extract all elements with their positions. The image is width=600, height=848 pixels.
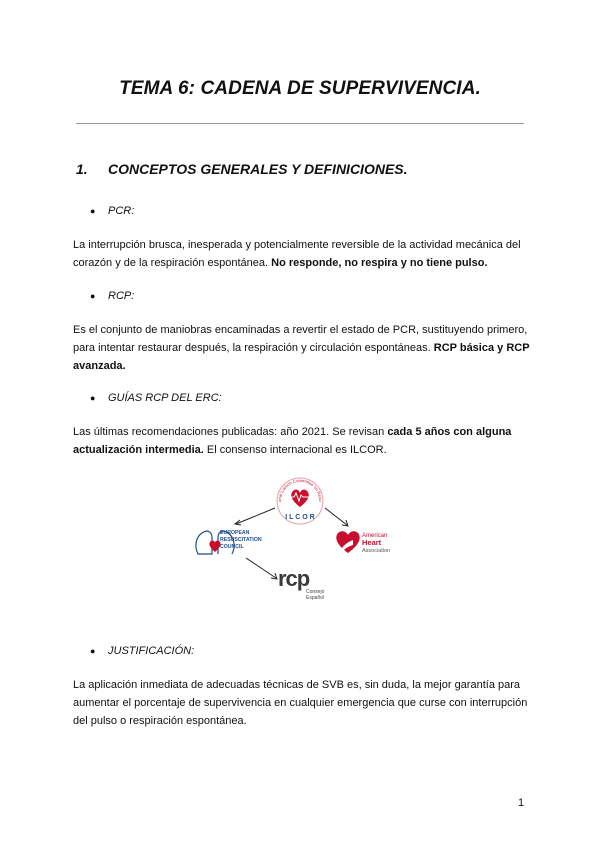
rcp-line2: Español <box>306 595 325 601</box>
bullet-dot-icon: ● <box>90 393 96 403</box>
rcp-line1: Consejo <box>306 589 325 595</box>
arrow-to-erc <box>236 508 275 524</box>
bullet-dot-icon: ● <box>90 646 96 656</box>
ilcor-label: I L C O R <box>285 514 315 521</box>
arrow-head-icon <box>271 573 277 579</box>
erc-line1: EUROPEAN <box>220 530 250 536</box>
title-divider <box>76 123 524 124</box>
erc-heart-icon <box>209 541 220 552</box>
pcr-heading: PCR: <box>108 205 135 217</box>
guias-bold-text: cada 5 años con alguna actualización intermedia. <box>73 426 512 456</box>
aha-line1: American <box>362 533 388 539</box>
aha-heart-icon <box>336 531 359 553</box>
bullet-pcr <box>90 205 134 217</box>
ilcor-ring-text: onal Liaison Committee on Resu <box>276 477 324 502</box>
pcr-paragraph <box>73 236 531 272</box>
pcr-text: La interrupción brusca, inesperada y potencialmente reversible de la actividad mecánica del corazón y de la respiración espontánea. <box>73 239 521 269</box>
arrow-to-rcp <box>246 558 276 578</box>
bullet-dot-icon: ● <box>90 206 96 216</box>
justificacion-text: La aplicación inmediata de adecuadas técnicas de SVB es, sin duda, la mejor garantía para aumentar el porcentaje de supervivencia en cualquier emergencia que curse con interrupción del pulso o respiración espontánea. <box>73 679 528 727</box>
justificacion-heading: JUSTIFICACIÓN: <box>108 645 195 657</box>
pcr-bold-text: No responde, no respira y no tiene pulso. <box>271 257 488 269</box>
bullet-guias <box>90 392 222 404</box>
rcp-text: Es el conjunto de maniobras encaminadas a revertir el estado de PCR, sustituyendo primero, para intentar restaurar después, la respiración y circulación espontáneas. <box>73 324 528 354</box>
guias-heading: GUÍAS RCP DEL ERC: <box>108 392 222 404</box>
aha-line2: Heart <box>362 538 382 547</box>
bullet-dot-icon: ● <box>90 291 96 301</box>
aha-logo <box>336 531 390 554</box>
section-title: CONCEPTOS GENERALES Y DEFINICIONES. <box>108 161 408 177</box>
erc-line2: RESUSCITATION <box>220 537 262 543</box>
rcp-logo-text: rcp <box>278 566 310 591</box>
section-number: 1. <box>76 161 88 177</box>
bullet-rcp <box>90 290 134 302</box>
arrow-to-aha <box>325 508 347 525</box>
section-heading <box>76 161 408 177</box>
guias-paragraph <box>73 423 531 459</box>
resuscitation-organizations-figure <box>190 474 410 604</box>
lungs-icon <box>196 531 212 554</box>
rcp-paragraph <box>73 321 531 375</box>
erc-line3: COUNCIL <box>220 544 244 550</box>
page-title: TEMA 6: CADENA DE SUPERVIVENCIA. <box>119 78 481 99</box>
rcp-logo <box>278 566 325 601</box>
ilcor-logo <box>190 474 323 524</box>
guias-text-a: Las últimas recomendaciones publicadas: año 2021. Se revisan <box>73 426 385 438</box>
rcp-heading: RCP: <box>108 290 135 302</box>
aha-line3: Association <box>362 548 391 554</box>
guias-text-b: El consenso internacional es ILCOR. <box>206 444 387 456</box>
erc-logo <box>196 530 262 554</box>
rcp-bold-text: RCP básica y RCP avanzada. <box>73 342 530 372</box>
page-number: 1 <box>518 797 525 809</box>
justificacion-paragraph <box>73 676 531 730</box>
bullet-justificacion <box>90 645 194 657</box>
